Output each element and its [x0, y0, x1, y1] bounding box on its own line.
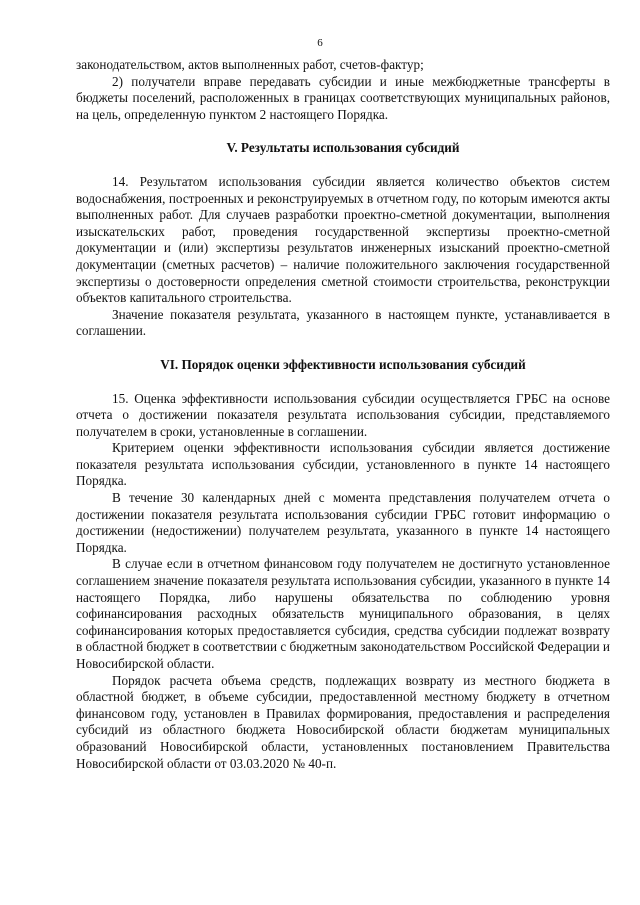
- paragraph-15: 15. Оценка эффективности использования субсидии осуществляется ГРБС на основе отчета о достижении показателя результата использования субсидии, представляемого получателем в сроки, установленные в соглашении.: [76, 390, 610, 439]
- section-6-heading: VI. Порядок оценки эффективности использования субсидий: [160, 356, 526, 372]
- paragraph-return-calculation: Порядок расчета объема средств, подлежащих возврату из местного бюджета в областной бюджет, в объеме субсидии, предоставленной местному бюджету в отчетном финансовом году, установлен в Правилах формирования, предоставления и распределения субсидий из областного бюджета Новосибирской области бюджетам муниципальных образований Новосибирской области, установленных постановлением Правительства Новосибирской области от 03.03.2020 № 40-п.: [76, 672, 610, 771]
- section-5-heading: V. Результаты использования субсидий: [226, 140, 460, 156]
- paragraph-14: 14. Результатом использования субсидии является количество объектов систем водоснабжения, построенных и реконструируемых в отчетном году, по которым имеются акты выполненных работ. Для случаев разработки проектно-сметной документации, выполнения изыскательских работ, проведения государственной экспертизы проектно-сметной документации и (или) экспертизы результатов инженерных изысканий проектно-сметной документации (сметных расчетов) – наличие положительного заключения государственной экспертизы о достоверности определения сметной стоимости строительства, реконструкции объектов капитального строительства.: [76, 173, 610, 306]
- paragraph-14-value: Значение показателя результата, указанного в настоящем пункте, устанавливается в соглашении.: [76, 306, 610, 339]
- page-number: 6: [317, 37, 323, 49]
- document-body: [76, 57, 610, 772]
- paragraph-continuation: законодательством, актов выполненных работ, счетов-фактур;: [76, 57, 424, 72]
- paragraph-return-case: В случае если в отчетном финансовом году получателем не достигнуто установленное соглашением значение показателя результата использования субсидии, указанного в пункте 14 настоящего Порядка, либо нарушены обязательства по соблюдению уровня софинансирования расходных обязательств муниципального образования, в целях софинансирования которых предоставляется субсидия, средства субсидии подлежат возврату в областной бюджет в соответствии с бюджетным законодательством Российской Федерации и Новосибирской области.: [76, 556, 610, 671]
- paragraph-30-days: В течение 30 календарных дней с момента представления получателем отчета о достижении показателя результата использования субсидии ГРБС готовит информацию о достижении (недостижении) получателем результата, указанного в пункте 14 настоящего Порядка.: [76, 490, 610, 555]
- paragraph-item-2: 2) получатели вправе передавать субсидии и иные межбюджетные трансферты в бюджеты поселений, расположенных в границах соответствующих муниципальных районов, на цель, определенную пунктом 2 настоящего Порядка.: [76, 73, 610, 122]
- paragraph-criterion: Критерием оценки эффективности использования субсидии является достижение показателя результата использования субсидии, установленного в пункте 14 настоящего Порядка.: [76, 440, 610, 489]
